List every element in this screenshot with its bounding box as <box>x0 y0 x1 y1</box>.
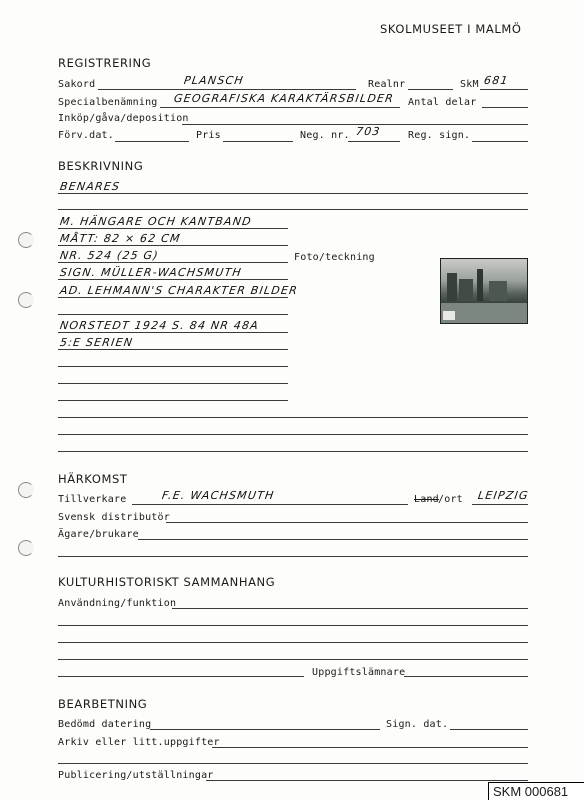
arkiv-label: Arkiv eller litt.uppgifter <box>58 737 220 748</box>
kultur-rule <box>58 659 528 660</box>
section-kultur: KULTURHISTORISKT SAMMANHANG <box>58 575 276 589</box>
punch-hole-bottom <box>18 540 34 556</box>
description-rule <box>58 434 528 435</box>
description-rule <box>58 400 288 401</box>
photo-detail <box>447 273 457 301</box>
foto-label: Foto/teckning <box>294 252 375 263</box>
description-line-6: AD. LEHMANN'S CHARAKTER BILDER <box>59 284 299 297</box>
ort-label: /ort <box>438 494 463 505</box>
harkomst-rule <box>58 556 528 557</box>
sakord-value: PLANSCH <box>183 74 245 87</box>
description-line-4: NR. 524 (25 G) <box>59 249 160 262</box>
ort-line <box>472 504 528 505</box>
description-rule <box>58 228 288 229</box>
description-rule <box>58 366 288 367</box>
photo-detail <box>477 269 483 301</box>
tillverkare-line <box>132 504 408 505</box>
reg-line <box>472 141 528 142</box>
uppgift-line <box>404 676 528 677</box>
sign-dat-label: Sign. dat. <box>386 719 449 730</box>
description-rule <box>58 193 528 194</box>
forv-label: Förv.dat. <box>58 130 114 141</box>
agare-line <box>138 539 528 540</box>
datering-line <box>150 729 380 730</box>
description-line-7: NORSTEDT 1924 S. 84 NR 48A <box>59 319 260 332</box>
description-rule <box>58 245 288 246</box>
antal-label: Antal delar <box>408 97 477 108</box>
distributor-line <box>166 522 528 523</box>
agare-label: Ägare/brukare <box>58 529 139 540</box>
description-rule <box>58 297 288 298</box>
neg-line <box>348 141 400 142</box>
kultur-rule <box>58 625 528 626</box>
inkop-line <box>182 124 528 125</box>
description-rule <box>58 383 288 384</box>
bearbetning-rule <box>58 763 528 764</box>
description-line-1: BENARES <box>59 180 122 193</box>
description-rule <box>58 209 528 210</box>
section-bearbetning: BEARBETNING <box>58 697 148 711</box>
arkiv-line <box>212 747 528 748</box>
datering-label: Bedömd datering <box>58 719 152 730</box>
inventory-id-tag: SKM 000681 <box>488 782 584 800</box>
punch-hole-upper <box>18 292 34 308</box>
tillverkare-value: F.E. WACHSMUTH <box>161 489 276 502</box>
description-rule <box>58 279 288 280</box>
realnr-line <box>408 89 453 90</box>
ort-value: LEIPZIG <box>477 489 530 502</box>
special-value: GEOGRAFISKA KARAKTÄRSBILDER <box>173 92 395 105</box>
kultur-rule <box>58 642 528 643</box>
punch-hole-lower <box>18 482 34 498</box>
neg-label: Neg. nr. <box>300 130 350 141</box>
pris-line <box>223 141 293 142</box>
description-line-5: SIGN. MÜLLER-WACHSMUTH <box>59 266 243 279</box>
description-rule <box>58 349 288 350</box>
description-line-8: 5:E SERIEN <box>59 336 135 349</box>
section-harkomst: HÄRKOMST <box>58 472 128 486</box>
kultur-rule <box>58 676 304 677</box>
land-label-struck: Land <box>414 494 439 505</box>
description-line-3: MÅTT: 82 × 62 CM <box>59 232 182 245</box>
special-line <box>160 107 400 108</box>
special-label: Specialbenämning <box>58 97 158 108</box>
description-rule <box>58 262 288 263</box>
section-beskrivning: BESKRIVNING <box>58 159 144 173</box>
forv-line <box>115 141 189 142</box>
description-rule <box>58 451 528 452</box>
object-photo-thumbnail[interactable] <box>440 258 528 324</box>
description-rule <box>58 314 288 315</box>
photo-detail <box>459 279 473 301</box>
realnr-label: Realnr <box>368 79 406 90</box>
publicering-label: Publicering/utställningar <box>58 770 214 781</box>
museum-title: SKOLMUSEET I MALMÖ <box>380 22 522 36</box>
sakord-label: Sakord <box>58 79 96 90</box>
anvandning-label: Användning/funktion <box>58 598 177 609</box>
skm-label: SkM <box>460 79 479 90</box>
punch-hole-top <box>18 232 34 248</box>
antal-line <box>482 107 528 108</box>
pris-label: Pris <box>196 130 221 141</box>
sign-dat-line <box>450 729 528 730</box>
photo-detail <box>489 281 507 301</box>
uppgift-label: Uppgiftslämnare <box>312 667 406 678</box>
description-rule <box>58 417 528 418</box>
anvandning-line <box>172 608 528 609</box>
description-rule <box>58 332 288 333</box>
sakord-line <box>98 89 356 90</box>
neg-value: 703 <box>355 125 382 138</box>
description-line-2: M. HÄNGARE OCH KANTBAND <box>59 215 253 228</box>
publicering-line <box>206 780 528 781</box>
photo-label-tag <box>443 311 455 320</box>
skm-value: 681 <box>483 74 510 87</box>
tillverkare-label: Tillverkare <box>58 494 127 505</box>
skm-line <box>480 89 528 90</box>
inkop-label: Inköp/gåva/deposition <box>58 113 189 124</box>
reg-label: Reg. sign. <box>408 130 471 141</box>
distributor-label: Svensk distributör <box>58 512 170 523</box>
section-registrering: REGISTRERING <box>58 56 152 70</box>
